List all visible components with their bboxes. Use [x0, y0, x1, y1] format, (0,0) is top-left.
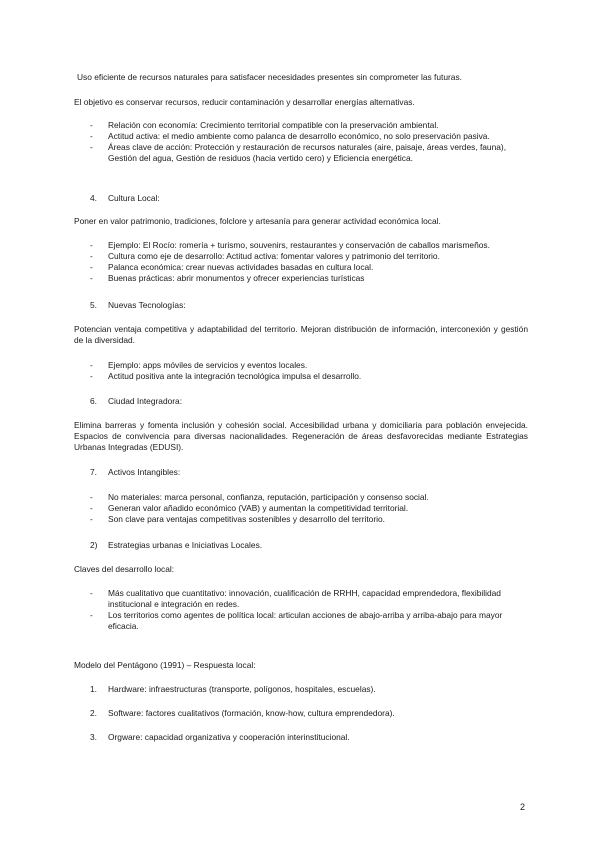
list-item: - Los territorios como agentes de política local: articulan acciones de abajo-arriba y arriba-abajo para mayor eficacia. [90, 610, 530, 632]
keys-bullet-list [90, 588, 530, 632]
item-text: Software: factores cualitativos (formación, know-how, cultura emprendedora). [108, 708, 395, 718]
section-6-heading [90, 396, 520, 407]
section-title: Activos Intangibles: [108, 467, 181, 477]
item-number: 1. [90, 684, 97, 694]
section-7-heading [90, 467, 520, 478]
section-7-bullet-list [90, 492, 530, 525]
pentagon-title: Modelo del Pentágono (1991) – Respuesta local: [74, 660, 256, 670]
list-item: - No materiales: marca personal, confianza, reputación, participación y consenso social. [90, 492, 530, 503]
list-item: - Relación con economía: Crecimiento territorial compatible con la preservación ambiental. [90, 120, 530, 131]
item-number: 3. [90, 732, 97, 742]
list-item: - Palanca económica: crear nuevas actividades basadas en cultura local. [90, 262, 530, 273]
section-number: 2) [90, 540, 98, 550]
section-5-intro: Potencian ventaja competitiva y adaptabilidad del territorio. Mejoran distribución de información, interconexión y gestión de la diversidad. [74, 324, 528, 345]
keys-title: Claves del desarrollo local: [74, 564, 175, 574]
list-item: - Cultura como eje de desarrollo: Actitud activa: fomentar valores y patrimonio del territorio. [90, 251, 530, 262]
item-text: Orgware: capacidad organizativa y cooperación interinstitucional. [108, 732, 350, 742]
section-number: 7. [90, 467, 97, 477]
list-item: - Actitud activa: el medio ambiente como palanca de desarrollo económico, no solo preservación pasiva. [90, 131, 530, 142]
pentagon-item [90, 684, 520, 695]
section-title: Nuevas Tecnologías: [108, 300, 186, 310]
section-5-bullet-list [90, 360, 530, 382]
intro-definition: Uso eficiente de recursos naturales para satisfacer necesidades presentes sin comprometer las futuras. [77, 72, 462, 82]
section-5-heading [90, 300, 520, 311]
list-item: - Ejemplo: apps móviles de servicios y eventos locales. [90, 360, 530, 371]
section-4-heading [90, 193, 520, 204]
section-number: 6. [90, 396, 97, 406]
section-title: Cultura Local: [108, 193, 160, 203]
list-item: - Ejemplo: El Rocío: romería + turismo, souvenirs, restaurantes y conservación de caballos marismeños. [90, 240, 530, 251]
section-6-intro: Elimina barreras y fomenta inclusión y cohesión social. Accesibilidad urbana y domiciliaria para población envejecida. Espacios de convivencia para diversas nacionalidades. Regeneración de áreas desfavorecidas mediante Estrategias Urbanas Integradas (EDUSI). [74, 420, 528, 452]
list-item: - Más cualitativo que cuantitativo: innovación, cualificación de RRHH, capacidad emprendedora, flexibilidad institucional e integración en redes. [90, 588, 530, 610]
list-item: - Actitud positiva ante la integración tecnológica impulsa el desarrollo. [90, 371, 530, 382]
item-text: Hardware: infraestructuras (transporte, polígonos, hospitales, escuelas). [108, 684, 376, 694]
list-item: - Generan valor añadido económico (VAB) y aumentan la competitividad territorial. [90, 503, 530, 514]
environment-bullet-list [90, 120, 530, 164]
section-4-intro: Poner en valor patrimonio, tradiciones, folclore y artesanía para generar actividad económica local. [74, 216, 441, 226]
section-number: 4. [90, 193, 97, 203]
list-item: - Áreas clave de acción: Protección y restauración de recursos naturales (aire, paisaje, áreas verdes, fauna), Gestión del agua, Gestión de residuos (hacia vertido cero) y Eficiencia energética. [90, 142, 530, 164]
page-number: 2 [520, 802, 526, 812]
part-2-heading [90, 540, 520, 551]
list-item: - Buenas prácticas: abrir monumentos y ofrecer experiencias turísticas [90, 273, 530, 284]
section-title: Ciudad Integradora: [108, 396, 183, 406]
pentagon-item [90, 708, 520, 719]
pentagon-item [90, 732, 520, 743]
intro-objective: El objetivo es conservar recursos, reducir contaminación y desarrollar energías alternativas. [74, 97, 415, 107]
section-number: 5. [90, 300, 97, 310]
section-title: Estrategias urbanas e Iniciativas Locales. [108, 540, 263, 550]
list-item: - Son clave para ventajas competitivas sostenibles y desarrollo del territorio. [90, 514, 530, 525]
item-number: 2. [90, 708, 97, 718]
section-4-bullet-list [90, 240, 530, 284]
